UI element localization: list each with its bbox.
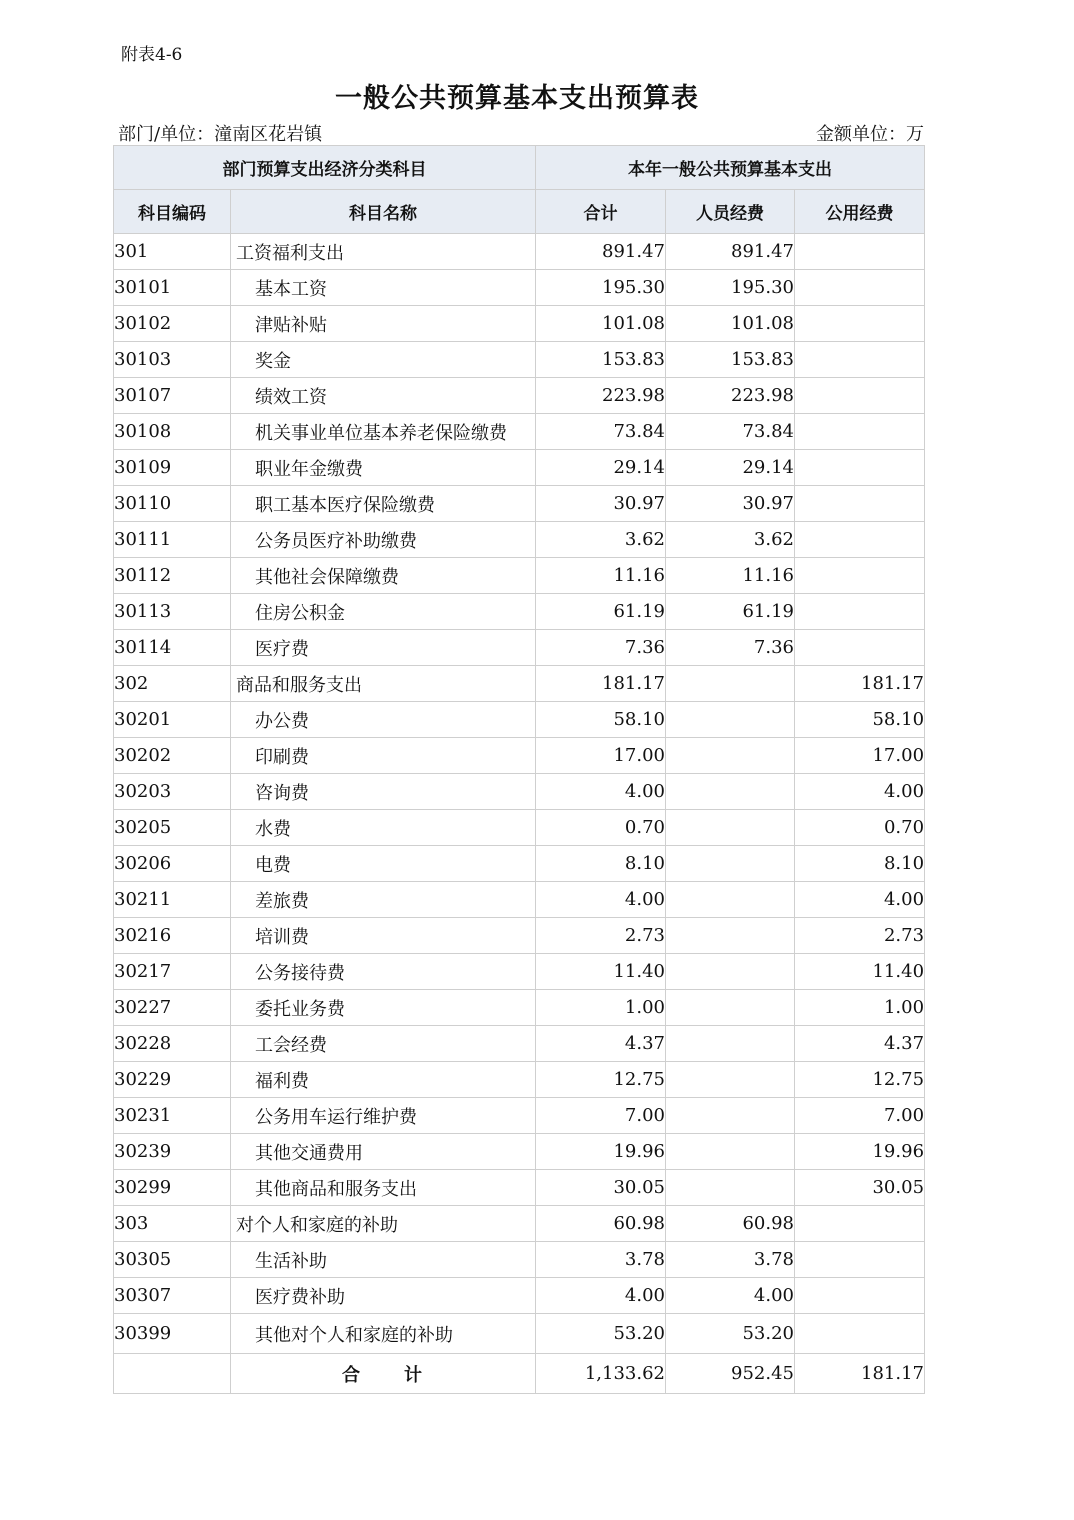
row-code: 30113: [114, 594, 231, 630]
row-total: 195.30: [536, 270, 666, 306]
row-code: 30102: [114, 306, 231, 342]
table-row: [114, 918, 925, 954]
row-total: 29.14: [536, 450, 666, 486]
row-name: 职业年金缴费: [231, 450, 536, 486]
table-row: [114, 666, 925, 702]
table-row: [114, 270, 925, 306]
table-row: [114, 846, 925, 882]
total-code-cell: [114, 1354, 231, 1394]
row-name: 商品和服务支出: [231, 666, 536, 702]
row-total: 73.84: [536, 414, 666, 450]
table-row: [114, 702, 925, 738]
row-public: [795, 1242, 925, 1278]
row-name: 公务接待费: [231, 954, 536, 990]
row-personnel: [666, 1170, 795, 1206]
row-name: 其他商品和服务支出: [231, 1170, 536, 1206]
row-personnel: 11.16: [666, 558, 795, 594]
row-public: [795, 630, 925, 666]
row-name: 基本工资: [231, 270, 536, 306]
row-personnel: [666, 702, 795, 738]
row-public: 19.96: [795, 1134, 925, 1170]
row-code: 30399: [114, 1314, 231, 1354]
row-personnel: 29.14: [666, 450, 795, 486]
row-personnel: 61.19: [666, 594, 795, 630]
row-personnel: 60.98: [666, 1206, 795, 1242]
total-sum: 1,133.62: [536, 1354, 666, 1394]
row-total: 58.10: [536, 702, 666, 738]
row-total: 60.98: [536, 1206, 666, 1242]
row-public: [795, 1206, 925, 1242]
row-personnel: 223.98: [666, 378, 795, 414]
row-public: [795, 234, 925, 270]
header-basic-expenditure: 本年一般公共预算基本支出: [536, 146, 925, 190]
row-name: 其他交通费用: [231, 1134, 536, 1170]
table-row: [114, 882, 925, 918]
row-public: 30.05: [795, 1170, 925, 1206]
row-personnel: [666, 738, 795, 774]
row-code: 30206: [114, 846, 231, 882]
row-name: 对个人和家庭的补助: [231, 1206, 536, 1242]
row-total: 1.00: [536, 990, 666, 1026]
row-name: 其他对个人和家庭的补助: [231, 1314, 536, 1354]
row-code: 30202: [114, 738, 231, 774]
table-row: [114, 450, 925, 486]
row-personnel: [666, 1026, 795, 1062]
total-label-b: 计: [404, 1364, 424, 1386]
row-code: 30305: [114, 1242, 231, 1278]
row-total: 891.47: [536, 234, 666, 270]
table-row: [114, 486, 925, 522]
table-row: [114, 1278, 925, 1314]
row-code: 30103: [114, 342, 231, 378]
row-total: 223.98: [536, 378, 666, 414]
row-public: 12.75: [795, 1062, 925, 1098]
row-personnel: 4.00: [666, 1278, 795, 1314]
table-row: [114, 1170, 925, 1206]
table-row: [114, 1314, 925, 1354]
attachment-label: 附表4-6: [121, 45, 183, 65]
row-personnel: [666, 882, 795, 918]
table-row: [114, 306, 925, 342]
row-code: 30228: [114, 1026, 231, 1062]
table-row: [114, 1134, 925, 1170]
row-code: 30108: [114, 414, 231, 450]
row-total: 30.97: [536, 486, 666, 522]
row-code: 30229: [114, 1062, 231, 1098]
row-code: 30112: [114, 558, 231, 594]
row-total: 19.96: [536, 1134, 666, 1170]
row-public: [795, 486, 925, 522]
row-name: 医疗费: [231, 630, 536, 666]
row-code: 301: [114, 234, 231, 270]
row-public: 8.10: [795, 846, 925, 882]
table-row: [114, 810, 925, 846]
row-total: 153.83: [536, 342, 666, 378]
row-total: 11.16: [536, 558, 666, 594]
row-name: 奖金: [231, 342, 536, 378]
row-total: 17.00: [536, 738, 666, 774]
row-code: 302: [114, 666, 231, 702]
row-public: 0.70: [795, 810, 925, 846]
total-label-a: 合: [342, 1364, 362, 1386]
row-code: 30110: [114, 486, 231, 522]
department-label: 部门/单位：潼南区花岩镇: [118, 124, 323, 145]
row-personnel: 7.36: [666, 630, 795, 666]
row-code: 30299: [114, 1170, 231, 1206]
row-personnel: 101.08: [666, 306, 795, 342]
row-public: 4.37: [795, 1026, 925, 1062]
row-name: 公务员医疗补助缴费: [231, 522, 536, 558]
table-row: [114, 954, 925, 990]
column-header-name: 科目名称: [231, 190, 536, 234]
row-name: 福利费: [231, 1062, 536, 1098]
row-code: 30239: [114, 1134, 231, 1170]
row-total: 3.62: [536, 522, 666, 558]
table-row: [114, 990, 925, 1026]
row-name: 电费: [231, 846, 536, 882]
row-total: 3.78: [536, 1242, 666, 1278]
column-header-personnel: 人员经费: [666, 190, 795, 234]
row-personnel: [666, 954, 795, 990]
row-public: 11.40: [795, 954, 925, 990]
row-personnel: [666, 1098, 795, 1134]
table-row: [114, 1062, 925, 1098]
row-name: 绩效工资: [231, 378, 536, 414]
table-row: [114, 1206, 925, 1242]
row-total: 7.36: [536, 630, 666, 666]
row-public: [795, 1278, 925, 1314]
total-row: [114, 1354, 925, 1394]
row-code: 30205: [114, 810, 231, 846]
column-header-public: 公用经费: [795, 190, 925, 234]
row-total: 8.10: [536, 846, 666, 882]
row-total: 61.19: [536, 594, 666, 630]
row-name: 培训费: [231, 918, 536, 954]
row-personnel: [666, 1062, 795, 1098]
row-code: 30211: [114, 882, 231, 918]
row-public: 4.00: [795, 882, 925, 918]
header-group-row: [114, 146, 925, 190]
row-personnel: 195.30: [666, 270, 795, 306]
table-row: [114, 378, 925, 414]
row-total: 4.00: [536, 774, 666, 810]
amount-unit-label: 金额单位：万: [816, 124, 924, 145]
row-personnel: 153.83: [666, 342, 795, 378]
row-public: [795, 342, 925, 378]
row-code: 30201: [114, 702, 231, 738]
row-code: 30231: [114, 1098, 231, 1134]
row-total: 30.05: [536, 1170, 666, 1206]
row-total: 7.00: [536, 1098, 666, 1134]
row-total: 0.70: [536, 810, 666, 846]
row-code: 30216: [114, 918, 231, 954]
header-column-row: [114, 190, 925, 234]
row-public: [795, 522, 925, 558]
row-public: [795, 558, 925, 594]
row-public: 181.17: [795, 666, 925, 702]
row-name: 委托业务费: [231, 990, 536, 1026]
budget-table: [113, 145, 925, 1394]
row-code: 30111: [114, 522, 231, 558]
row-public: [795, 450, 925, 486]
row-code: 30109: [114, 450, 231, 486]
row-name: 生活补助: [231, 1242, 536, 1278]
total-personnel: 952.45: [666, 1354, 795, 1394]
column-header-total: 合计: [536, 190, 666, 234]
row-public: [795, 270, 925, 306]
table-row: [114, 630, 925, 666]
row-total: 101.08: [536, 306, 666, 342]
table-row: [114, 774, 925, 810]
row-public: [795, 378, 925, 414]
row-public: 4.00: [795, 774, 925, 810]
row-code: 30114: [114, 630, 231, 666]
row-name: 办公费: [231, 702, 536, 738]
row-code: 30227: [114, 990, 231, 1026]
table-row: [114, 594, 925, 630]
row-name: 住房公积金: [231, 594, 536, 630]
table-row: [114, 558, 925, 594]
row-name: 咨询费: [231, 774, 536, 810]
row-personnel: [666, 846, 795, 882]
row-name: 差旅费: [231, 882, 536, 918]
row-name: 医疗费补助: [231, 1278, 536, 1314]
row-name: 印刷费: [231, 738, 536, 774]
row-code: 30307: [114, 1278, 231, 1314]
row-code: 30101: [114, 270, 231, 306]
total-public: 181.17: [795, 1354, 925, 1394]
row-total: 12.75: [536, 1062, 666, 1098]
table-row: [114, 738, 925, 774]
row-public: [795, 1314, 925, 1354]
row-public: 7.00: [795, 1098, 925, 1134]
row-public: 58.10: [795, 702, 925, 738]
row-personnel: 891.47: [666, 234, 795, 270]
row-public: 17.00: [795, 738, 925, 774]
table-body: [114, 234, 925, 1354]
row-total: 2.73: [536, 918, 666, 954]
row-name: 工会经费: [231, 1026, 536, 1062]
row-name: 公务用车运行维护费: [231, 1098, 536, 1134]
row-total: 181.17: [536, 666, 666, 702]
row-public: [795, 594, 925, 630]
row-code: 30217: [114, 954, 231, 990]
row-name: 津贴补贴: [231, 306, 536, 342]
row-personnel: 30.97: [666, 486, 795, 522]
row-public: 1.00: [795, 990, 925, 1026]
row-total: 4.37: [536, 1026, 666, 1062]
row-code: 30107: [114, 378, 231, 414]
table-row: [114, 342, 925, 378]
row-name: 机关事业单位基本养老保险缴费: [231, 414, 536, 450]
row-personnel: [666, 918, 795, 954]
row-personnel: 53.20: [666, 1314, 795, 1354]
row-name: 水费: [231, 810, 536, 846]
row-personnel: 3.78: [666, 1242, 795, 1278]
total-label: [231, 1354, 536, 1394]
row-personnel: 3.62: [666, 522, 795, 558]
header-economic-category: 部门预算支出经济分类科目: [114, 146, 536, 190]
row-total: 53.20: [536, 1314, 666, 1354]
table-row: [114, 1026, 925, 1062]
row-public: 2.73: [795, 918, 925, 954]
column-header-code: 科目编码: [114, 190, 231, 234]
page-title: 一般公共预算基本支出预算表: [335, 83, 699, 114]
row-personnel: 73.84: [666, 414, 795, 450]
row-code: 303: [114, 1206, 231, 1242]
table-row: [114, 1098, 925, 1134]
table-row: [114, 522, 925, 558]
row-personnel: [666, 810, 795, 846]
table-row: [114, 1242, 925, 1278]
row-total: 4.00: [536, 882, 666, 918]
row-personnel: [666, 990, 795, 1026]
row-personnel: [666, 666, 795, 702]
row-code: 30203: [114, 774, 231, 810]
row-name: 其他社会保障缴费: [231, 558, 536, 594]
row-total: 11.40: [536, 954, 666, 990]
table-row: [114, 234, 925, 270]
table-row: [114, 414, 925, 450]
row-name: 职工基本医疗保险缴费: [231, 486, 536, 522]
row-public: [795, 306, 925, 342]
row-name: 工资福利支出: [231, 234, 536, 270]
row-public: [795, 414, 925, 450]
row-personnel: [666, 1134, 795, 1170]
row-personnel: [666, 774, 795, 810]
row-total: 4.00: [536, 1278, 666, 1314]
